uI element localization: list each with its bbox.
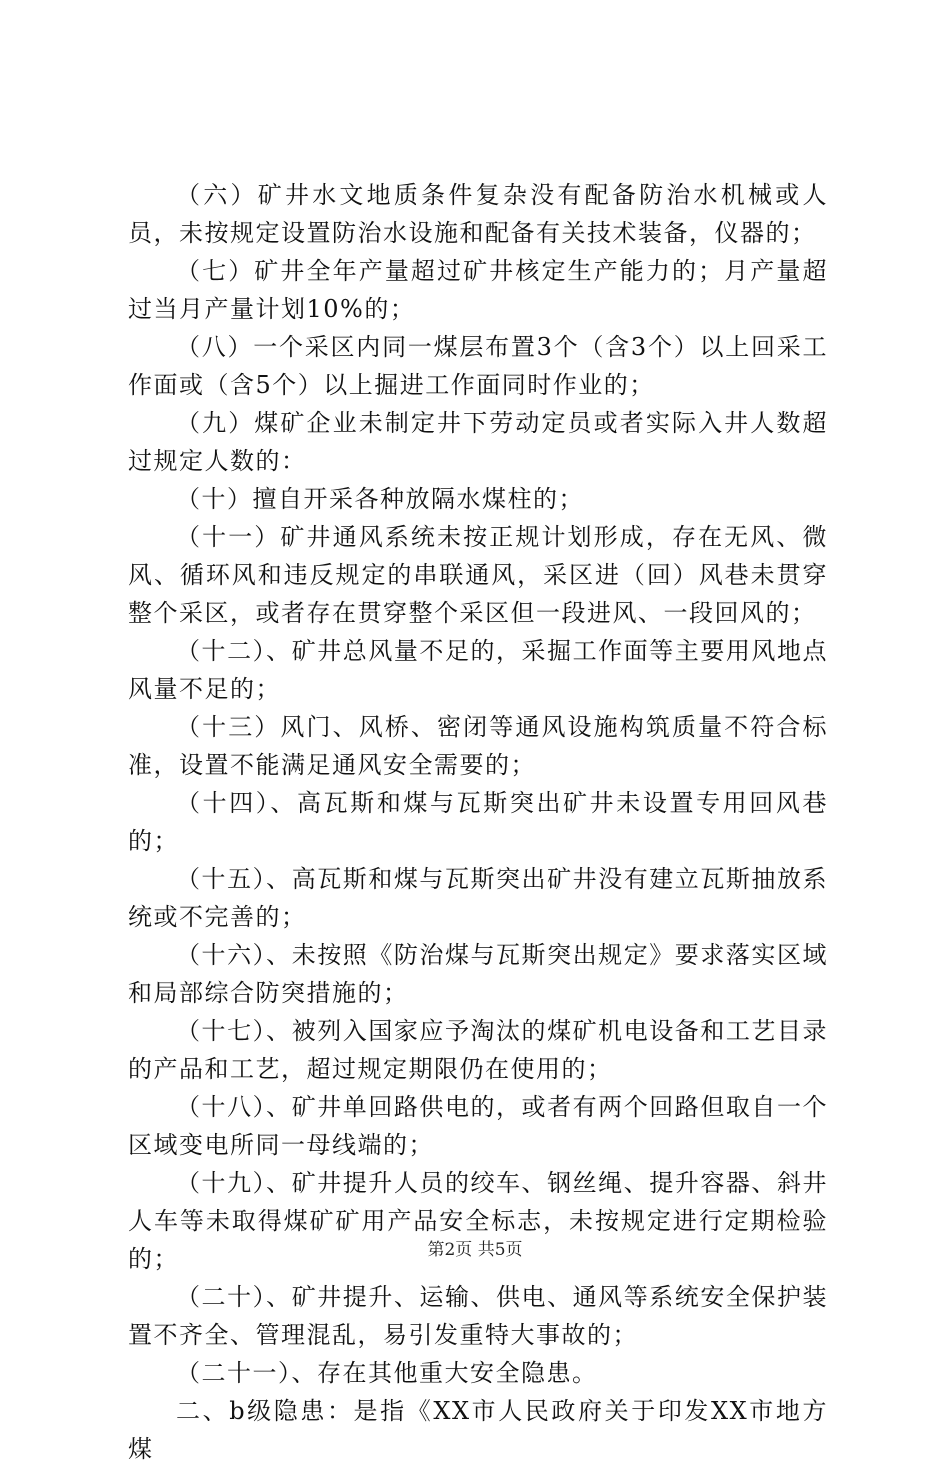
paragraph-20: （二十）、矿井提升、运输、供电、通风等系统安全保护装置不齐全、管理混乱，易引发重特大事故的； — [128, 1283, 828, 1349]
paragraph-18: （十八）、矿井单回路供电的，或者有两个回路但取自一个区域变电所同一母线端的； — [128, 1093, 828, 1159]
paragraph-10: （十）擅自开采各种放隔水煤柱的； — [176, 485, 584, 513]
paragraph-16: （十六）、未按照《防治煤与瓦斯突出规定》要求落实区域和局部综合防突措施的； — [128, 941, 828, 1007]
page-footer — [0, 1240, 950, 1260]
paragraph-12: （十二）、矿井总风量不足的，采掘工作面等主要用风地点风量不足的； — [128, 637, 828, 703]
paragraph-9: （九）煤矿企业未制定井下劳动定员或者实际入井人数超过规定人数的： — [128, 409, 828, 475]
page-number-label: 第2页 共5页 — [427, 1240, 523, 1260]
paragraph-7: （七）矿井全年产量超过矿井核定生产能力的；月产量超过当月产量计划10%的； — [128, 257, 828, 323]
document-body — [128, 176, 828, 1468]
paragraph-8: （八）一个采区内同一煤层布置3个（含3个）以上回采工作面或（含5个）以上掘进工作面同时作业的； — [128, 333, 828, 399]
paragraph-6: （六）矿井水文地质条件复杂没有配备防治水机械或人员，未按规定设置防治水设施和配备有关技术装备，仪器的； — [128, 181, 828, 247]
paragraph-17: （十七）、被列入国家应予淘汰的煤矿机电设备和工艺目录的产品和工艺，超过规定期限仍在使用的； — [128, 1017, 828, 1083]
paragraph-19: （十九）、矿井提升人员的绞车、钢丝绳、提升容器、斜井人车等未取得煤矿矿用产品安全标志，未按规定进行定期检验的； — [128, 1169, 828, 1273]
paragraph-11: （十一）矿井通风系统未按正规计划形成，存在无风、微风、循环风和违反规定的串联通风，采区进（回）风巷未贯穿整个采区，或者存在贯穿整个采区但一段进风、一段回风的； — [128, 523, 828, 627]
paragraph-13: （十三）风门、风桥、密闭等通风设施构筑质量不符合标准，设置不能满足通风安全需要的； — [128, 713, 828, 779]
section-b-heading: 二、b级隐患：是指《XX市人民政府关于印发XX市地方煤 — [128, 1397, 828, 1463]
paragraph-15: （十五）、高瓦斯和煤与瓦斯突出矿井没有建立瓦斯抽放系统或不完善的； — [128, 865, 828, 931]
paragraph-21: （二十一）、存在其他重大安全隐患。 — [176, 1359, 598, 1387]
paragraph-14: （十四）、高瓦斯和煤与瓦斯突出矿井未设置专用回风巷的； — [128, 789, 828, 855]
